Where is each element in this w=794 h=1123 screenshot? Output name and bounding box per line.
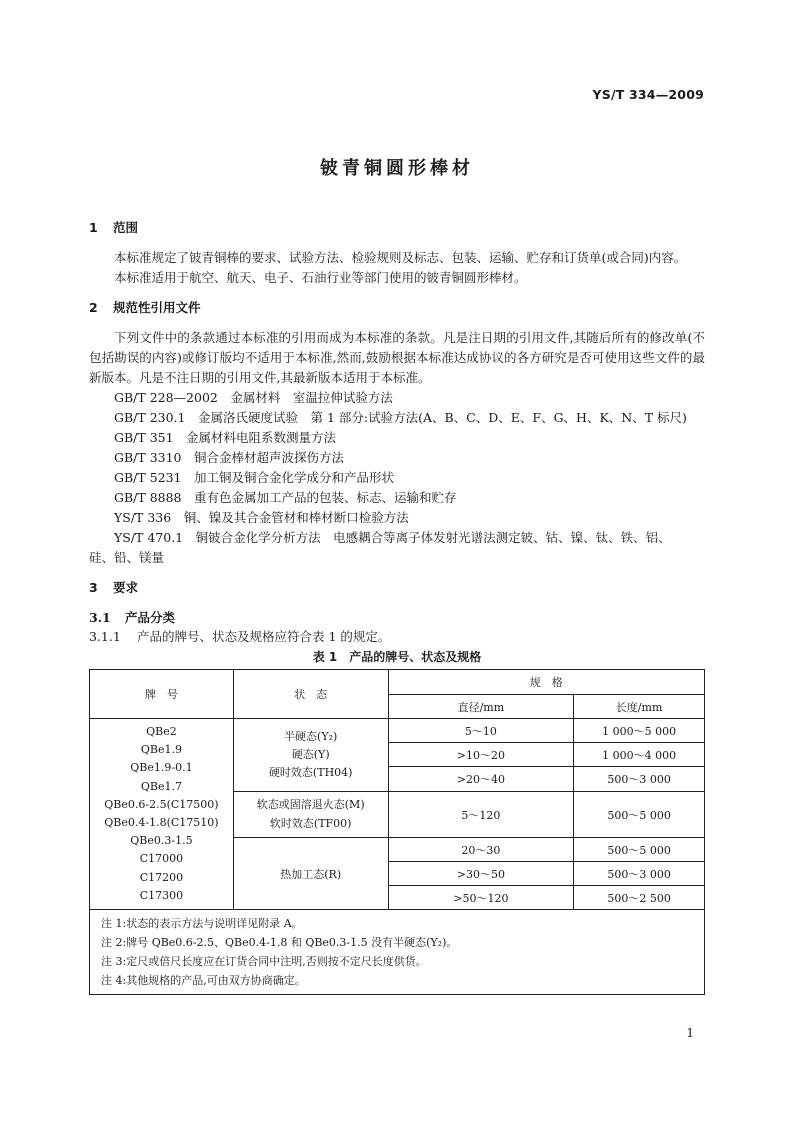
grade-item: QBe1.9	[140, 743, 182, 757]
length-cell: 500～5 000	[574, 792, 705, 838]
document-title: 铍青铜圆形棒材	[320, 158, 474, 179]
section-number: 1	[89, 220, 98, 235]
diameter-cell: 5～120	[388, 792, 574, 838]
temper-item: 软态或固溶退火态(M)	[256, 798, 365, 812]
header-temper: 状 态	[233, 670, 388, 719]
document-body	[89, 218, 705, 995]
grade-item: QBe0.4-1.8(C17510)	[104, 816, 219, 829]
temper-item: 软时效态(TF00)	[269, 816, 352, 830]
reference-item	[89, 528, 705, 568]
header-length: 长度/mm	[574, 695, 705, 719]
grade-item: QBe0.3-1.5	[130, 834, 193, 848]
diameter-cell: >30～50	[388, 862, 574, 886]
table-notes	[89, 910, 705, 995]
diameter-cell: 20～30	[388, 838, 574, 862]
temper-item: 半硬态(Y₂)	[284, 729, 338, 743]
diameter-cell: >10～20	[388, 743, 574, 767]
page-number: 1	[686, 1026, 694, 1040]
length-cell: 500～3 000	[574, 862, 705, 886]
section-2-heading	[89, 298, 705, 318]
reference-item: GB/T 8888 重有色金属加工产品的包装、标志、运输和贮存	[114, 490, 457, 505]
section-title: 范围	[113, 220, 139, 235]
grade-item: QBe0.6-2.5(C17500)	[104, 797, 219, 811]
grade-item: QBe2	[146, 724, 177, 738]
grade-item: QBe1.7	[140, 779, 182, 793]
grade-item: C17200	[139, 870, 184, 884]
paragraph: 本标准规定了铍青铜棒的要求、试验方法、检验规则及标志、包装、运输、贮存和订货单(或合同)内容。	[114, 250, 687, 265]
grade-item: C17300	[139, 888, 184, 902]
length-cell: 500～2 500	[574, 886, 705, 910]
length-cell: 500～3 000	[574, 767, 705, 792]
standard-number: YS/T 334—2009	[592, 87, 704, 102]
reference-item: GB/T 228—2002 金属材料 室温拉伸试验方法	[114, 390, 393, 405]
reference-line: 硅、铅、镁量	[89, 550, 165, 565]
table-note: 注 2:牌号 QBe0.6-2.5、QBe0.4-1.8 和 QBe0.3-1.5 没有半硬态(Y₂)。	[101, 936, 458, 949]
temper-group-1	[233, 719, 388, 792]
reference-item: GB/T 3310 铜合金棒材超声波探伤方法	[114, 450, 345, 465]
length-cell: 500～5 000	[574, 838, 705, 862]
grade-item: C17000	[139, 852, 184, 866]
temper-item: 硬时效态(TH04)	[268, 766, 353, 780]
table-note: 注 1:状态的表示方法与说明详见附录 A。	[101, 917, 303, 930]
clause-text: 产品的牌号、状态及规格应符合表 1 的规定。	[137, 629, 391, 644]
reference-line: YS/T 470.1 铜铍合金化学分析方法 电感耦合等离子体发射光谱法测定铍、钴、镍、钛、铁、铝、	[114, 530, 671, 545]
grade-list-cell	[90, 719, 234, 910]
section-title: 规范性引用文件	[113, 300, 201, 315]
section-number: 2	[89, 300, 98, 315]
subsection-number: 3.1	[89, 610, 111, 625]
reference-item: GB/T 351 金属材料电阻系数测量方法	[114, 430, 337, 445]
table-note: 注 4:其他规格的产品,可由双方协商确定。	[101, 974, 306, 987]
clause-3-1-1	[89, 627, 705, 646]
diameter-cell: 5～10	[388, 719, 574, 743]
diameter-cell: >50～120	[388, 886, 574, 910]
length-cell: 1 000～5 000	[574, 719, 705, 743]
reference-item: GB/T 5231 加工铜及铜合金化学成分和产品形状	[114, 470, 395, 485]
subsection-title: 产品分类	[125, 610, 176, 625]
table-caption: 表 1 产品的牌号、状态及规格	[312, 650, 482, 664]
section-number: 3	[89, 580, 98, 595]
subsection-3-1-heading	[89, 608, 705, 627]
paragraph: 下列文件中的条款通过本标准的引用而成为本标准的条款。凡是注日期的引用文件,其随后所有的修改单(不包括勘误的内容)或修订版均不适用于本标准,然而,鼓励根据本标准达成协议的各方研究是否可使用这些文件的最新版本。凡是不注日期的引用文件,其最新版本适用于本标准。	[89, 330, 705, 385]
reference-item: GB/T 230.1 金属洛氏硬度试验 第 1 部分:试验方法(A、B、C、D、E、F、G、H、K、N、T 标尺)	[114, 410, 687, 425]
section-title: 要求	[113, 580, 139, 595]
temper-item: 硬态(Y)	[291, 747, 330, 761]
header-diameter: 直径/mm	[388, 695, 574, 719]
grade-item: QBe1.9-0.1	[130, 761, 193, 775]
temper-group-3: 热加工态(R)	[233, 838, 388, 910]
table-note: 注 3:定尺或倍尺长度应在订货合同中注明,否则按不定尺长度供货。	[101, 955, 427, 968]
length-cell: 1 000～4 000	[574, 743, 705, 767]
paragraph: 本标准适用于航空、航天、电子、石油行业等部门使用的铍青铜圆形棒材。	[114, 270, 527, 285]
product-spec-table	[89, 669, 705, 910]
reference-item: YS/T 336 铜、镍及其合金管材和棒材断口检验方法	[114, 510, 409, 525]
temper-group-2	[233, 792, 388, 838]
header-spec: 规 格	[388, 670, 704, 695]
section-1-heading	[89, 218, 705, 238]
header-grade: 牌 号	[90, 670, 234, 719]
diameter-cell: >20～40	[388, 767, 574, 792]
section-3-heading	[89, 578, 705, 598]
clause-number: 3.1.1	[89, 629, 121, 644]
